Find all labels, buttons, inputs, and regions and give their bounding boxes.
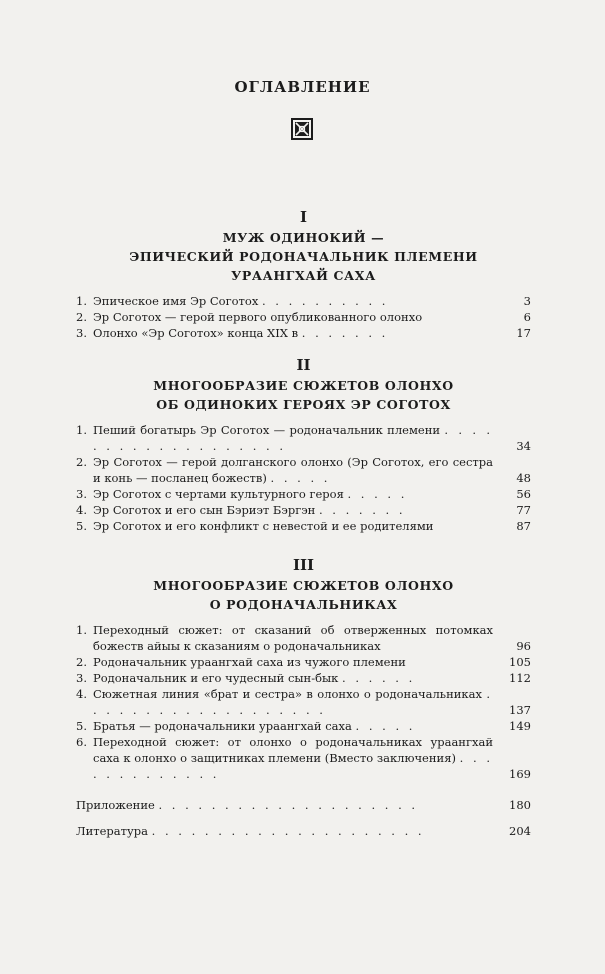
entry-page: 34: [516, 439, 531, 453]
entry-title: Эр Соготох и его сын Бэриэт Бэргэн: [93, 503, 316, 517]
part-2: [76, 356, 531, 534]
leader-dots: . . . . . . .: [301, 326, 389, 340]
leader-dots: . . . . . . . . . . . . . . . . . . . . .: [151, 824, 425, 838]
leader-dots: . . . . . . . . . . . . . . . . . . .: [93, 687, 493, 717]
entry-page: 112: [509, 671, 531, 685]
part-1: [76, 208, 531, 341]
entry-page: 17: [516, 326, 531, 340]
entry-number: 6.: [76, 735, 87, 749]
entry-title: Олонхо «Эр Соготох» конца XIX в: [93, 326, 299, 340]
entry-number: 3.: [76, 326, 87, 340]
toc-entry[interactable]: [76, 670, 531, 686]
entry-number: 3.: [76, 671, 87, 685]
toc-entry[interactable]: [76, 325, 531, 341]
leader-dots: . . . . . . . . . . . . .: [93, 751, 494, 781]
part-title-line: МУЖ ОДИНОКИЙ —: [222, 230, 385, 245]
toc-entry[interactable]: [76, 518, 531, 534]
entry-number: 4.: [76, 687, 87, 701]
leader-dots: . . . . .: [270, 471, 331, 485]
entry-title: Приложение: [76, 798, 155, 812]
part-title-line: О РОДОНАЧАЛЬНИКАХ: [209, 597, 398, 612]
toc-entry[interactable]: [76, 454, 531, 486]
entry-page: 3: [523, 294, 531, 308]
entry-page: 56: [516, 487, 531, 501]
entry-page: 204: [509, 824, 531, 838]
part-number: II: [296, 356, 311, 374]
toc-entry[interactable]: [76, 654, 531, 670]
leader-dots: . . . . .: [347, 487, 408, 501]
toc-entry[interactable]: [76, 293, 531, 309]
part-title-line: МНОГООБРАЗИЕ СЮЖЕТОВ ОЛОНХО: [153, 378, 454, 393]
toc-entry[interactable]: [76, 622, 531, 654]
leader-dots: . . . . . . . . . .: [262, 294, 389, 308]
part-3: [76, 556, 531, 782]
entry-page: 6: [523, 310, 531, 324]
entry-title: Эр Соготох — герой первого опубликованного олонхо: [93, 310, 423, 324]
leader-dots: . . . . .: [355, 719, 416, 733]
part-title-line: УРААНГХАЙ САХА: [231, 268, 376, 283]
entry-page: 137: [509, 703, 531, 717]
entry-title: Пеший богатырь Эр Соготох — родоначальник племени: [93, 423, 441, 437]
toc-entry[interactable]: [76, 309, 531, 325]
entry-title: Эпическое имя Эр Соготох: [93, 294, 259, 308]
entry-number: 1.: [76, 623, 87, 637]
toc-entry[interactable]: [76, 686, 531, 718]
entry-title: Братья — родоначальники ураангхай саха: [93, 719, 352, 733]
part-number: III: [292, 556, 315, 574]
entry-page: 77: [516, 503, 531, 517]
part-number: I: [299, 208, 308, 226]
leader-dots: . . . . . . .: [318, 503, 406, 517]
entry-number: 2.: [76, 310, 87, 324]
entry-page: 105: [509, 655, 531, 669]
entry-title: Родоначальник и его чудесный сын-бык: [93, 671, 339, 685]
entry-title: Переходной сюжет: от олонхо о родоначальниках ураангхай саха к олонхо о защитниках племени (Вместо заключения): [93, 735, 493, 765]
part-title-line: МНОГООБРАЗИЕ СЮЖЕТОВ ОЛОНХО: [153, 578, 454, 593]
entry-page: 48: [516, 471, 531, 485]
ornament-icon: [291, 118, 313, 140]
entry-title: Эр Соготох и его конфликт с невестой и ее родителями: [93, 519, 434, 533]
toc-entry-literature[interactable]: [76, 823, 531, 839]
entry-page: 169: [509, 767, 531, 781]
entry-number: 5.: [76, 719, 87, 733]
entry-page: 96: [516, 639, 531, 653]
entry-number: 1.: [76, 294, 87, 308]
leader-dots: . . . . . . . . . . . . . . . . . . . .: [158, 798, 419, 812]
toc-entry-appendix[interactable]: [76, 797, 531, 813]
toc-entry[interactable]: [76, 734, 531, 782]
entry-number: 3.: [76, 487, 87, 501]
toc-entry[interactable]: [76, 422, 531, 454]
entry-page: 149: [509, 719, 531, 733]
part-title-line: ОБ ОДИНОКИХ ГЕРОЯХ ЭР СОГОТОХ: [156, 397, 451, 412]
entry-page: 87: [516, 519, 531, 533]
entry-number: 2.: [76, 655, 87, 669]
toc-entry[interactable]: [76, 486, 531, 502]
entry-title: Родоначальник ураангхай саха из чужого племени: [93, 655, 406, 669]
toc-entry[interactable]: [76, 718, 531, 734]
entry-number: 1.: [76, 423, 87, 437]
leader-dots: . . . . . .: [342, 671, 416, 685]
entry-title: Эр Соготох — герой долганского олонхо (Эр Соготох, его сестра и конь — посланец божеств): [93, 455, 493, 485]
entry-title: Сюжетная линия «брат и сестра» в олонхо о родоначальниках: [93, 687, 482, 701]
entry-title: Эр Соготох с чертами культурного героя: [93, 487, 344, 501]
part-title-line: ЭПИЧЕСКИЙ РОДОНАЧАЛЬНИК ПЛЕМЕНИ: [129, 249, 478, 264]
entry-page: 180: [509, 798, 531, 812]
toc-title: ОГЛАВЛЕНИЕ: [234, 78, 371, 96]
entry-number: 4.: [76, 503, 87, 517]
entry-number: 5.: [76, 519, 87, 533]
entry-title: Переходный сюжет: от сказаний об отверженных потомках божеств айыы к сказаниям о родоначальниках: [93, 623, 493, 653]
leader-dots: . . . . . . . . . . . . . . . . . . .: [93, 423, 494, 453]
toc-entry[interactable]: [76, 502, 531, 518]
entry-title: Литература: [76, 824, 148, 838]
entry-number: 2.: [76, 455, 87, 469]
